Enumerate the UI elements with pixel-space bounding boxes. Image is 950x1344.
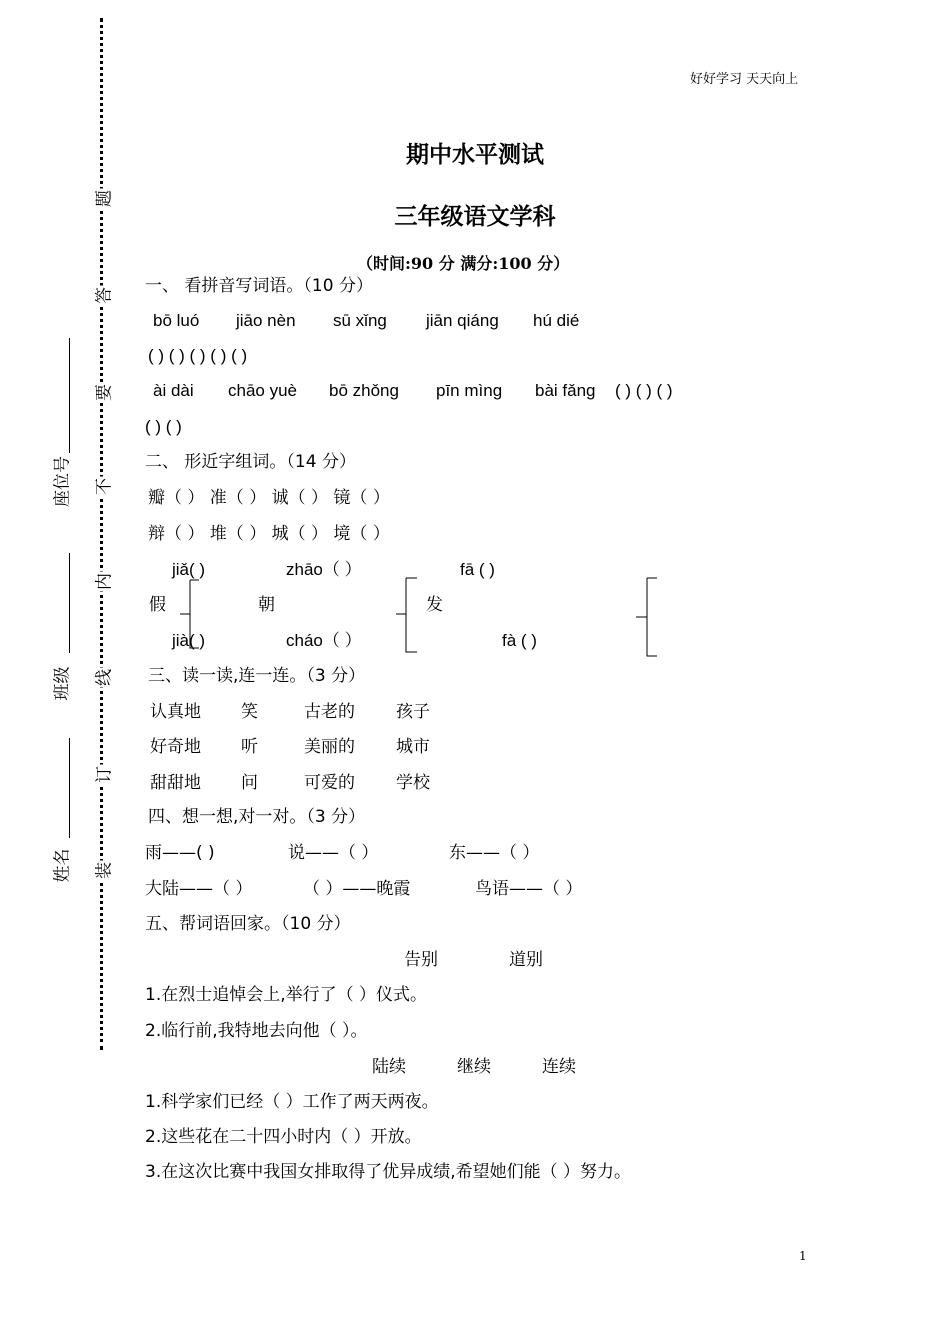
word-jixu: 继续 [457, 1057, 491, 1077]
name-label: 姓名 [52, 848, 73, 883]
similar-chars-row-1[interactable]: 瓣（ ） 准（ ） 诚（ ） 镜（ ） [148, 488, 390, 508]
binding-label-da: 答 [90, 286, 115, 306]
binding-label-yao: 要 [90, 383, 115, 403]
char-jia: 假 [149, 595, 166, 615]
pinyin-3: sū xǐng [333, 311, 387, 330]
match-col1-2: 好奇地 [150, 737, 201, 757]
pinyin-4: jiān qiáng [426, 311, 499, 330]
char-fa: 发 [426, 595, 443, 615]
pinyin-8: bō zhǒng [329, 381, 399, 400]
pair-5[interactable]: （ ）——晚霞 [303, 879, 411, 899]
pinyin-5: hú dié [533, 311, 580, 330]
page-title: 期中水平测试 [406, 141, 544, 168]
time-info: （时间:90 分 满分:100 分） [357, 254, 570, 273]
similar-chars-row-2[interactable]: 辩（ ） 堆（ ） 城（ ） 境（ ） [148, 524, 390, 544]
char-zhao: 朝 [258, 595, 275, 615]
question-1-1[interactable]: 1.在烈士追悼会上,举行了（ ）仪式。 [145, 985, 428, 1005]
pinyin-jia3[interactable]: jiǎ( ) [172, 560, 206, 579]
pinyin-zhao1[interactable]: zhāo（ ） [286, 560, 362, 579]
header-motto: 好好学习 天天向上 [690, 72, 799, 87]
question-2-3[interactable]: 3.在这次比赛中我国女排取得了优异成绩,希望她们能（ ）努力。 [145, 1162, 632, 1182]
bracket-zhao [396, 578, 417, 652]
class-label: 班级 [52, 666, 73, 701]
pinyin-fa4[interactable]: fà ( ) [502, 631, 537, 650]
pair-1[interactable]: 雨——( ) [145, 843, 215, 863]
match-col3-2: 美丽的 [304, 737, 355, 757]
pair-4[interactable]: 大陆——（ ） [145, 879, 253, 899]
pinyin-jia4[interactable]: jià( ) [172, 631, 206, 650]
answer-blanks-row-2b[interactable]: ( ) ( ) [145, 417, 182, 436]
match-col4-1: 孩子 [396, 702, 430, 722]
match-col4-2: 城市 [396, 737, 430, 757]
section-3-heading: 三、读一读,连一连。（3 分） [148, 666, 366, 686]
section-5-heading: 五、帮词语回家。（10 分） [145, 914, 351, 934]
question-2-1[interactable]: 1.科学家们已经（ ）工作了两天两夜。 [145, 1092, 439, 1112]
match-col1-1: 认真地 [150, 702, 201, 722]
pinyin-10: bài fǎng [535, 381, 596, 400]
match-col2-2: 听 [241, 737, 258, 757]
section-2-heading: 二、 形近字组词。（14 分） [145, 452, 356, 472]
word-lianxu: 连续 [542, 1057, 576, 1077]
word-daobie: 道别 [509, 950, 543, 970]
match-col1-3: 甜甜地 [150, 773, 201, 793]
binding-label-xian: 线 [90, 668, 115, 688]
pinyin-7: chāo yuè [228, 381, 297, 400]
match-col3-3: 可爱的 [304, 773, 355, 793]
page-number: 1 [799, 1249, 807, 1263]
match-col2-3: 问 [241, 773, 258, 793]
match-col3-1: 古老的 [304, 702, 355, 722]
pinyin-2: jiāo nèn [236, 311, 296, 330]
bracket-jia [180, 580, 199, 648]
pair-2[interactable]: 说——（ ） [288, 843, 379, 863]
bracket-fa [636, 578, 657, 656]
question-1-2[interactable]: 2.临行前,我特地去向他（ ）。 [145, 1021, 368, 1041]
page-subtitle: 三年级语文学科 [394, 203, 556, 230]
question-2-2[interactable]: 2.这些花在二十四小时内（ ）开放。 [145, 1127, 422, 1147]
word-gaobie: 告别 [404, 950, 438, 970]
match-col2-1: 笑 [241, 702, 258, 722]
seat-label: 座位号 [52, 456, 73, 507]
pinyin-1: bō luó [153, 311, 200, 330]
section-4-heading: 四、想一想,对一对。（3 分） [148, 807, 366, 827]
pair-6[interactable]: 鸟语——（ ） [475, 879, 583, 899]
answer-blanks-row-1[interactable]: ( ) ( ) ( ) ( ) ( ) [148, 346, 248, 365]
pinyin-fa1[interactable]: fā ( ) [460, 560, 495, 579]
pair-3[interactable]: 东——（ ） [449, 843, 540, 863]
binding-label-zhuang: 装 [90, 861, 115, 881]
match-col4-3: 学校 [396, 773, 430, 793]
answer-blanks-row-2a[interactable]: ( ) ( ) ( ) [615, 381, 673, 400]
pinyin-6: ài dài [153, 381, 194, 400]
binding-label-nei: 内 [90, 572, 115, 592]
section-1-heading: 一、 看拼音写词语。（10 分） [145, 276, 373, 296]
pinyin-9: pīn mìng [436, 381, 503, 400]
binding-label-ding: 订 [90, 765, 115, 785]
binding-label-ti: 题 [90, 189, 115, 209]
binding-label-bu: 不 [90, 477, 115, 497]
word-luxu: 陆续 [372, 1057, 406, 1077]
pinyin-chao2[interactable]: cháo（ ） [286, 631, 362, 650]
